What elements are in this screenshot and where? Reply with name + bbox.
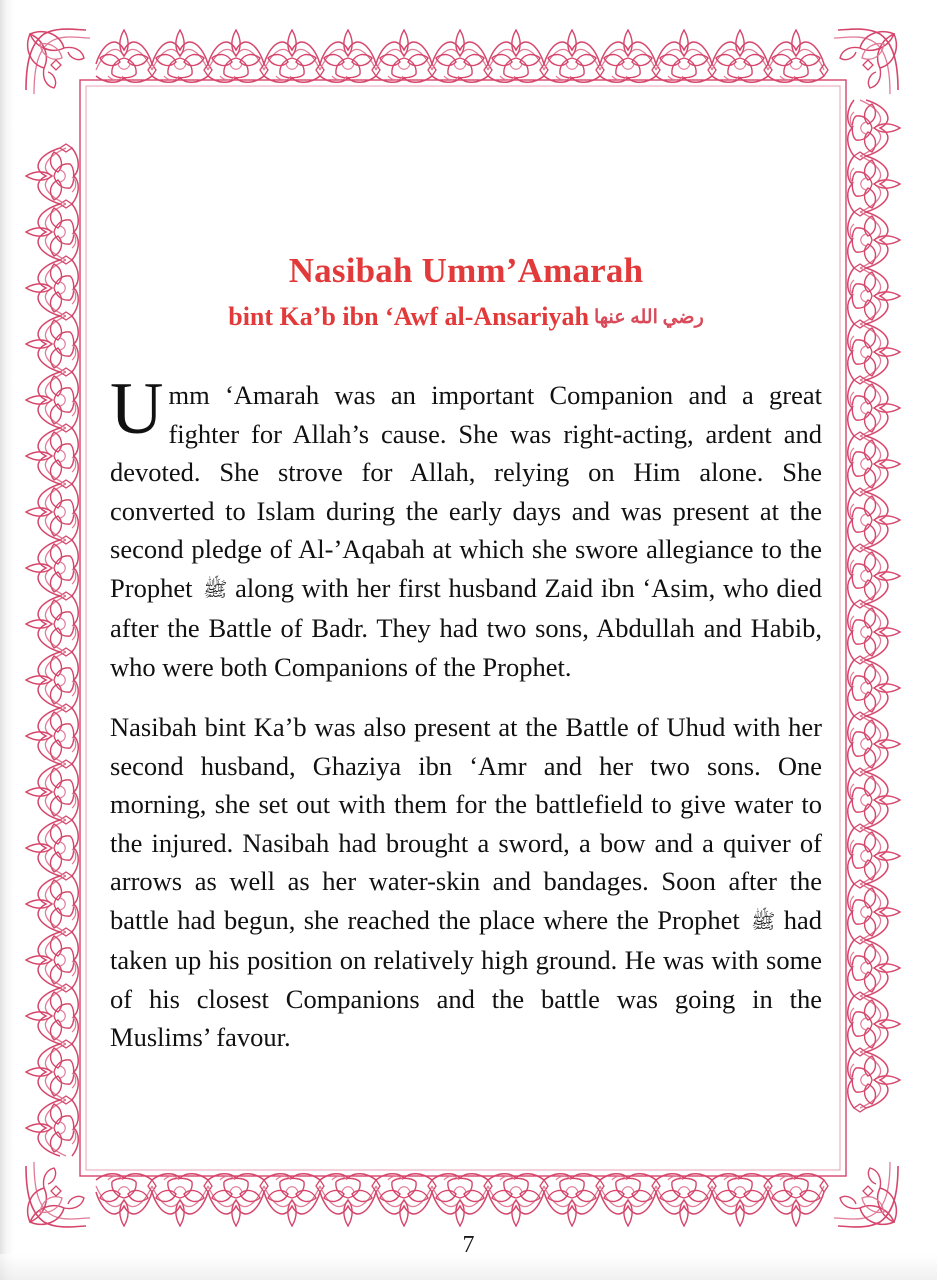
page-subtitle [110,301,822,332]
page-number: 7 [462,1232,475,1258]
honorific-radiallahu-anha-icon: رضي الله عنها [593,307,704,329]
paragraph-2-text-continued: had taken up his position on relatively high ground. He was with some of his closest Companions and the battle was going in the Muslims’ favour. [110,904,823,1053]
page-content [110,250,822,1057]
corner-ornament-top-left [26,29,90,94]
chapter-heading [110,250,822,332]
paragraph-2-text: Nasibah bint Ka’b was also present at the Battle of Uhud with her second husband, Ghaziya ibn ‘Amr and her two sons. One morning, she set out with them for the battlefield to give water to the injured. Nasibah had brought a sword, a bow and a quiver of arrows as well as her water-skin and bandages. Soon after the battle had begun, she reached the place where the Prophet [110,712,822,935]
corner-ornament-bottom-right [834,1162,898,1227]
page-title: Nasibah Umm’Amarah [288,251,644,290]
border-right [848,100,900,1112]
corner-ornament-top-right [834,29,898,94]
paragraph-1 [110,368,823,686]
subtitle-text: bint Ka’b ibn ‘Awf al-Ansariyah [228,302,589,332]
honorific-sallallahu-alayhi-wasallam-icon-2: ﷺ [751,910,776,933]
honorific-sallallahu-alayhi-wasallam-icon: ﷺ [203,578,228,601]
scan-edge-shadow-left [0,0,14,1280]
paragraph-1-text: Umm ‘Amarah was an important Companion and a great fighter for Allah’s cause. She was right-acting, ardent and devoted. She strove for Allah, relying on Him alone. She converted to Islam during the early days and was present at the second pledge of Al-’Aqabah at which she swore allegiance to the Prophet [110,368,822,603]
paragraph-2 [110,708,822,1057]
corner-ornament-bottom-left [26,1162,90,1227]
border-left [26,144,78,1156]
paragraph-1-text-continued: along with her first husband Zaid ibn ‘Asim, who died after the Battle of Badr. They had two sons, Abdullah and Habib, who were both Companions of the Prophet. [110,572,823,682]
border-top [96,30,828,82]
border-bottom [96,1174,828,1226]
